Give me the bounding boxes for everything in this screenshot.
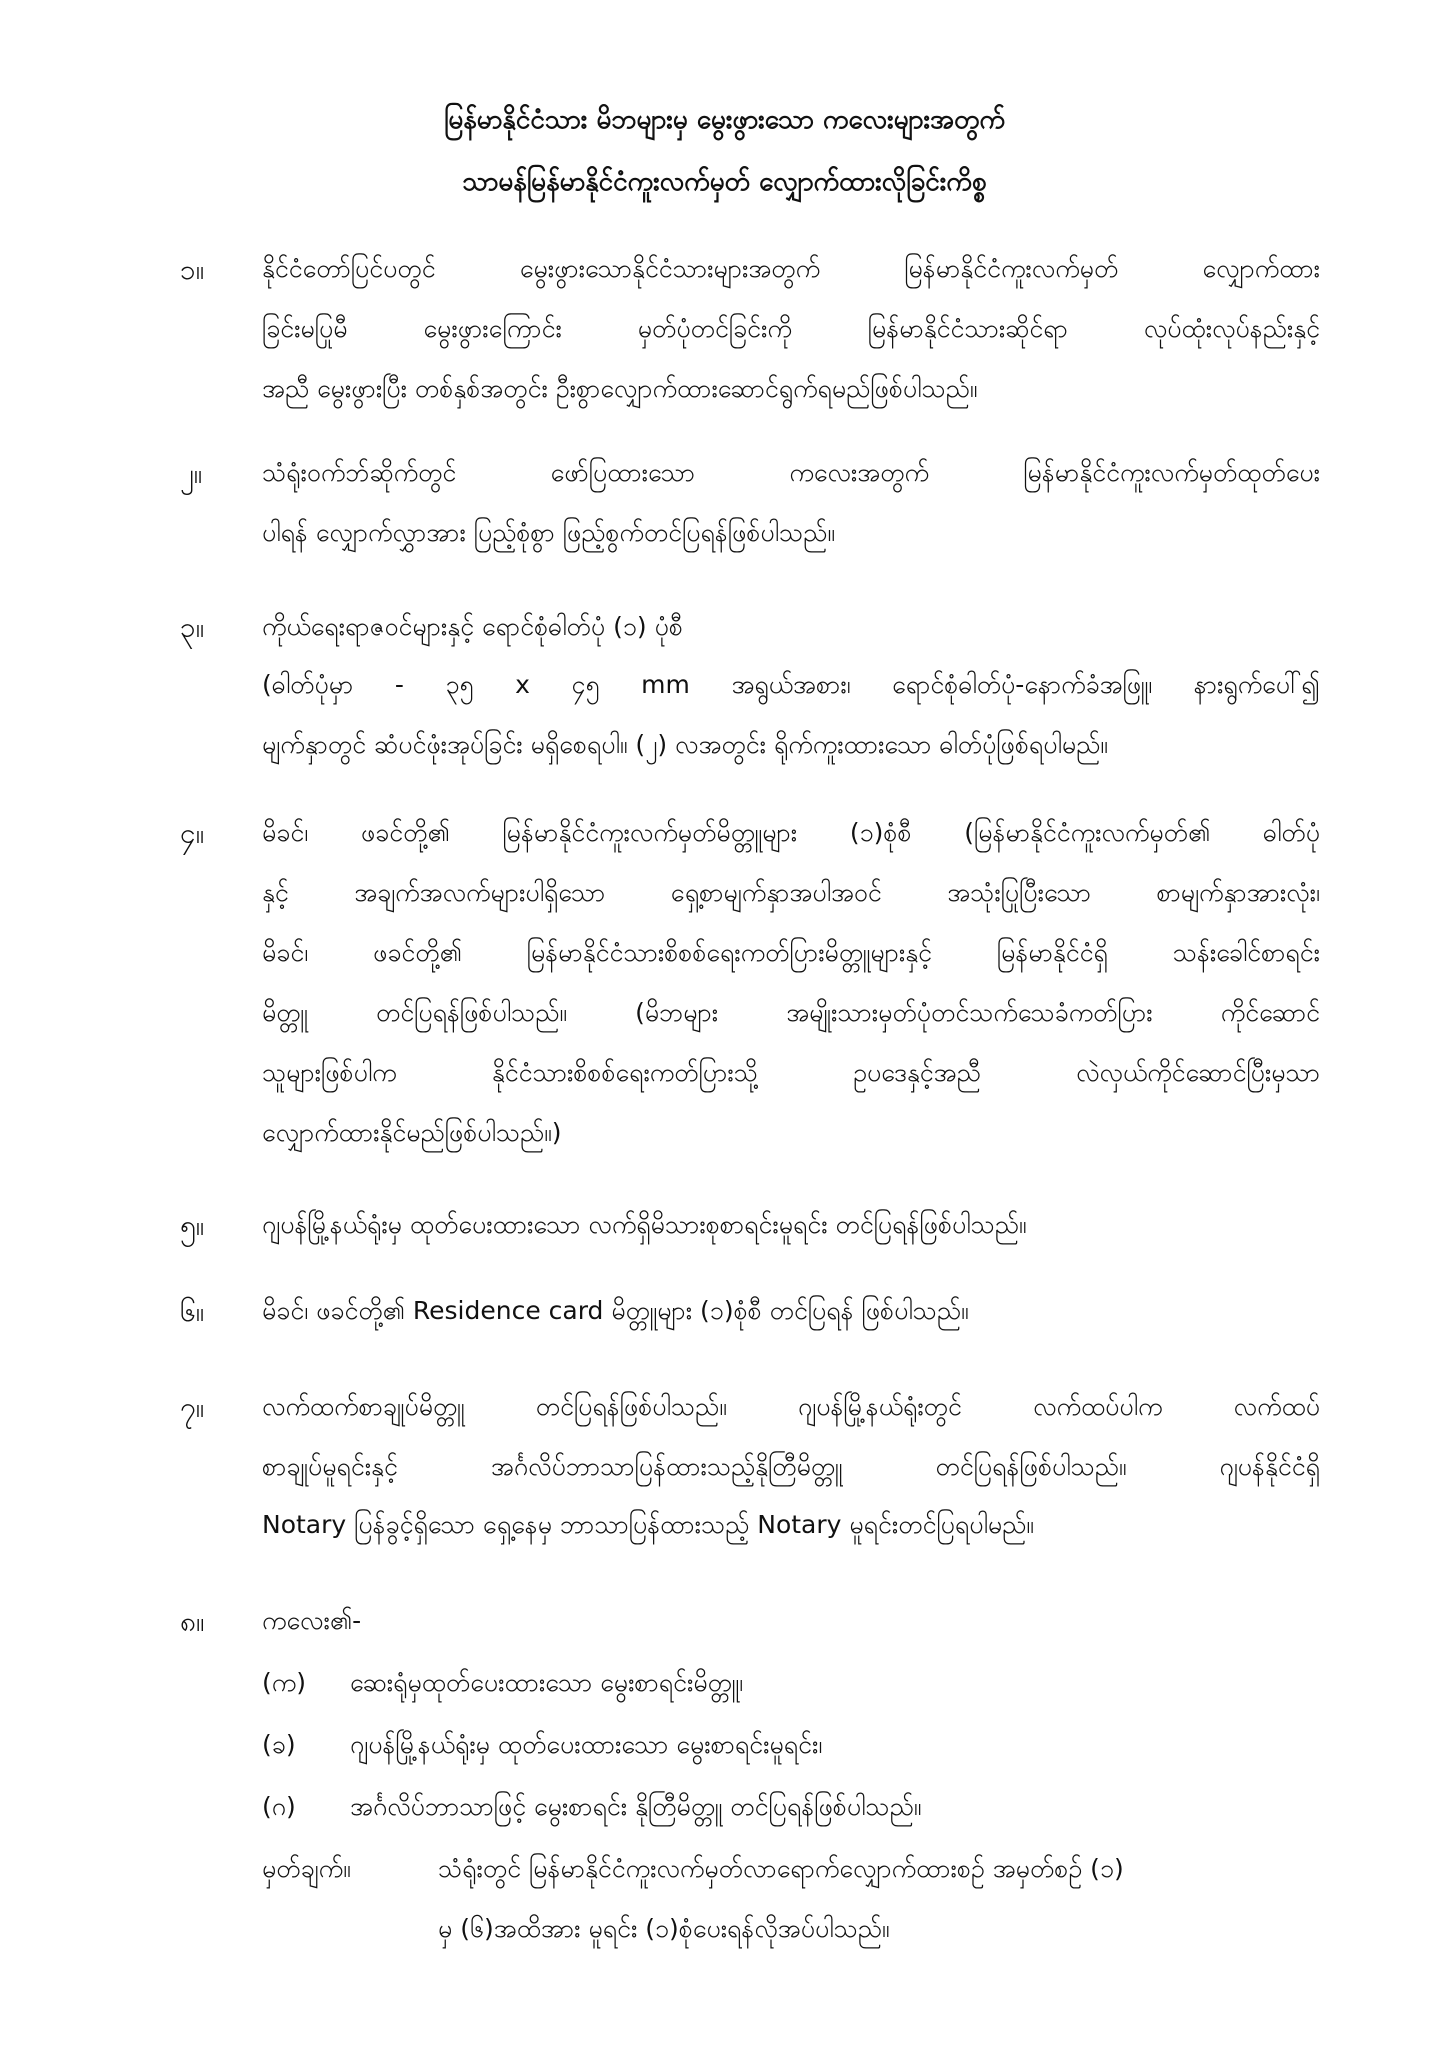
item-number: ၄။ [180, 817, 205, 850]
item-line: ပါရန် လျှောက်လွှာအား ပြည့်စုံစွာ ဖြည့်စွက်တင်ပြရန်ဖြစ်ပါသည်။ [262, 518, 835, 547]
sub-item-label: (ဂ) [262, 1792, 296, 1821]
item-line: (ဓါတ်ပုံမှာ - ၃၅ x ၄၅ mm အရွယ်အစား၊ ရောင်စုံဓါတ်ပုံ-နောက်ခံအဖြူ၊ နားရွက်ပေါ်၍ [262, 670, 1320, 699]
item-line: အညီ မွေးဖွားပြီး တစ်နှစ်အတွင်း ဦးစွာလျှောက်ထားဆောင်ရွက်ရမည်ဖြစ်ပါသည်။ [262, 374, 978, 403]
item-number: ၈။ [180, 1605, 205, 1638]
document-title-line-1: မြန်မာနိုင်ငံသား မိဘများမှ မွေးဖွားသော ကလေးများအတွက် [443, 104, 1006, 135]
item-line: မိခင်၊ ဖခင်တို့၏ မြန်မာနိုင်ငံသားစိစစ်ရေးကတ်ပြားမိတ္တူများနှင့် မြန်မာနိုင်ငံရှိ သန်းခေါင်စာရင်း [262, 938, 1320, 967]
item-line: နှင့် အချက်အလက်များပါရှိသော ရှေ့စာမျက်နှာအပါအဝင် အသုံးပြုပြီးသော စာမျက်နှာအားလုံး၊ [262, 878, 1320, 907]
item-number: ၁။ [180, 253, 205, 286]
sub-item-text: ဂျပန်မြို့နယ်ရုံးမှ ထုတ်ပေးထားသော မွေးစာရင်းမူရင်း၊ [350, 1730, 823, 1759]
note-label: မှတ်ချက်။ [262, 1854, 351, 1883]
document-title-line-2: သာမန်မြန်မာနိုင်ငံကူးလက်မှတ် လျှောက်ထားလိုခြင်းကိစ္စ [462, 166, 987, 197]
sub-item-label: (ခ) [262, 1730, 296, 1759]
sub-item-label: (က) [262, 1668, 306, 1697]
item-line: မိခင်၊ ဖခင်တို့၏ မြန်မာနိုင်ငံကူးလက်မှတ်မိတ္တူများ (၁)စုံစီ (မြန်မာနိုင်ငံကူးလက်မှတ်၏ ဓါတ်ပုံ [262, 818, 1320, 847]
item-line: မိတ္တူ တင်ပြရန်ဖြစ်ပါသည်။ (မိဘများ အမျိုးသားမှတ်ပုံတင်သက်သေခံကတ်ပြား ကိုင်ဆောင် [262, 998, 1320, 1027]
item-line: လျှောက်ထားနိုင်မည်ဖြစ်ပါသည်။) [262, 1118, 562, 1147]
item-line: Notary ပြန်ခွင့်ရှိသော ရှေ့နေမှ ဘာသာပြန်ထားသည့် Notary မူရင်းတင်ပြရပါမည်။ [262, 1510, 1034, 1539]
item-line: ကလေး၏- [262, 1606, 362, 1635]
item-number: ၇။ [180, 1391, 205, 1424]
sub-item-text: ဆေးရုံမှထုတ်ပေးထားသော မွေးစာရင်းမိတ္တူ၊ [350, 1668, 744, 1697]
item-number: ၃။ [180, 611, 205, 644]
item-number: ၂။ [180, 457, 203, 490]
item-line: နိုင်ငံတော်ပြင်ပတွင် မွေးဖွားသောနိုင်ငံသားများအတွက် မြန်မာနိုင်ငံကူးလက်မှတ် လျှောက်ထား [262, 254, 1320, 283]
item-line: မျက်နှာတွင် ဆံပင်ဖုံးအုပ်ခြင်း မရှိစေရပါ။ (၂) လအတွင်း ရိုက်ကူးထားသော ဓါတ်ပုံဖြစ်ရပါမည်။ [262, 730, 1108, 759]
item-line: လက်ထက်စာချုပ်မိတ္တူ တင်ပြရန်ဖြစ်ပါသည်။ ဂျပန်မြို့နယ်ရုံးတွင် လက်ထပ်ပါက လက်ထပ် [262, 1392, 1320, 1421]
sub-item-text: အင်္ဂလိပ်ဘာသာဖြင့် မွေးစာရင်း နိုတြီမိတ္တူ တင်ပြရန်ဖြစ်ပါသည်။ [350, 1792, 922, 1821]
item-line: ကိုယ်ရေးရာဇဝင်များနှင့် ရောင်စုံဓါတ်ပုံ (၁) ပုံစီ [262, 612, 683, 641]
item-line: မိခင်၊ ဖခင်တို့၏ Residence card မိတ္တူများ (၁)စုံစီ တင်ပြရန် ဖြစ်ပါသည်။ [262, 1296, 969, 1325]
note-line: သံရုံးတွင် မြန်မာနိုင်ငံကူးလက်မှတ်လာရောက်လျှောက်ထားစဉ် အမှတ်စဉ် (၁) [438, 1854, 1124, 1883]
item-line: ဂျပန်မြို့နယ်ရုံးမှ ထုတ်ပေးထားသော လက်ရှိမိသားစုစာရင်းမူရင်း တင်ပြရန်ဖြစ်ပါသည်။ [262, 1210, 1027, 1239]
item-line: သံရုံးဝက်ဘ်ဆိုက်တွင် ဖော်ပြထားသော ကလေးအတွက် မြန်မာနိုင်ငံကူးလက်မှတ်ထုတ်ပေး [262, 458, 1320, 487]
item-line: စာချုပ်မူရင်းနှင့် အင်္ဂလိပ်ဘာသာပြန်ထားသည့်နိုတြီမိတ္တူ တင်ပြရန်ဖြစ်ပါသည်။ ဂျပန်နိုင်ငံရှိ [262, 1452, 1320, 1481]
item-line: သူများဖြစ်ပါက နိုင်ငံသားစိစစ်ရေးကတ်ပြားသို့ ဥပဒေနှင့်အညီ လဲလှယ်ကိုင်ဆောင်ပြီးမှသာ [262, 1058, 1320, 1087]
item-number: ၅။ [180, 1209, 205, 1242]
note-line: မှ (၆)အထိအား မူရင်း (၁)စုံပေးရန်လိုအပ်ပါသည်။ [438, 1914, 890, 1943]
item-line: ခြင်းမပြုမီ မွေးဖွားကြောင်း မှတ်ပုံတင်ခြင်းကို မြန်မာနိုင်ငံသားဆိုင်ရာ လုပ်ထုံးလုပ်နည်းနှင့် [262, 314, 1320, 343]
item-number: ၆။ [180, 1295, 205, 1328]
